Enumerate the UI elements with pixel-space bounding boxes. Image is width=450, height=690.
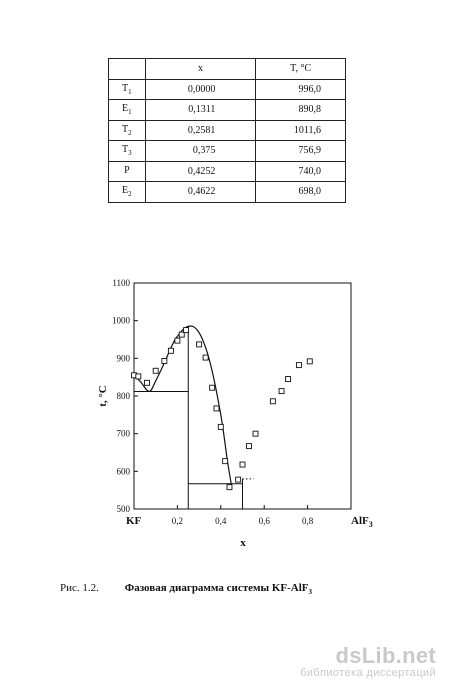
y-axis-label: t, °C	[97, 385, 109, 407]
table-row-label: $T_1$	[109, 79, 146, 100]
y-tick-label: 1000	[112, 315, 130, 326]
x-tick-label: 0,8	[301, 516, 314, 526]
data-point	[270, 399, 275, 404]
data-point	[218, 424, 223, 429]
data-point	[247, 444, 252, 449]
x-tick-label: 0,4	[215, 516, 227, 526]
table-row	[109, 100, 346, 121]
data-point	[286, 377, 291, 382]
data-point	[279, 389, 284, 394]
table-cell-x: 0,0000	[145, 79, 256, 100]
table-header-cell: x	[145, 59, 256, 80]
table-cell-temperature: 698,0	[256, 182, 346, 203]
table-cell-x: 0,4622	[145, 182, 256, 203]
y-tick-label: 500	[116, 504, 130, 514]
table-header-cell: T, °C	[256, 59, 346, 80]
x-right-component-label: AlF$_3$	[351, 515, 373, 529]
table-row	[109, 182, 346, 203]
table-cell-x: 0,4252	[145, 161, 256, 182]
chart-labels	[97, 385, 373, 549]
table-row	[109, 120, 346, 141]
y-tick-label: 700	[116, 428, 130, 439]
table-cell-x: 0,1311	[145, 100, 256, 121]
x-tick-label: 0,2	[171, 516, 184, 526]
x-axis-label: x	[240, 537, 246, 549]
chart-ticks	[112, 278, 314, 526]
data-point	[253, 431, 258, 436]
table-cell-x: 0,2581	[145, 120, 256, 141]
plot-border	[134, 283, 351, 509]
data-point	[184, 328, 189, 333]
watermark-tagline: библиотека диссертаций	[300, 667, 436, 679]
chart-frame	[134, 283, 351, 509]
table-row-label: $E_1$	[109, 100, 146, 121]
data-point	[197, 342, 202, 347]
table-row-label: $T_3$	[109, 141, 146, 162]
data-point	[227, 485, 232, 490]
data-point	[203, 355, 208, 360]
y-tick-label: 800	[116, 391, 130, 401]
watermark	[300, 643, 436, 679]
x-tick-label: 0,6	[258, 516, 270, 526]
table-cell-x: 0,375	[145, 141, 256, 162]
table-cell-temperature: 890,8	[256, 100, 346, 121]
data-point	[307, 359, 312, 364]
y-tick-label: 600	[116, 466, 130, 477]
data-point	[236, 477, 241, 482]
table-row	[109, 161, 346, 182]
data-point	[168, 348, 173, 353]
data-point	[175, 338, 180, 343]
table-row-label: P	[109, 161, 146, 182]
table-header-cell	[109, 59, 146, 80]
table-row-label: $T_2$	[109, 120, 146, 141]
figure-caption-text: Фазовая диаграмма системы KF-AlF$_3$	[124, 582, 312, 597]
y-tick-label: 900	[116, 353, 130, 364]
figure-caption	[60, 582, 312, 596]
x-right-component-subscript: 3	[368, 520, 373, 529]
table-row	[109, 79, 346, 100]
table-cell-temperature: 740,0	[256, 161, 346, 182]
table-header-row	[109, 59, 346, 80]
data-point	[145, 380, 150, 385]
table-cell-temperature: 756,9	[256, 141, 346, 162]
table-cell-temperature: 1011,6	[256, 120, 346, 141]
data-point	[162, 358, 167, 363]
table-row-label: $E_2$	[109, 182, 146, 203]
data-point	[153, 368, 158, 373]
phase-points-table	[108, 58, 346, 203]
table-row	[109, 141, 346, 162]
chart-points	[132, 328, 313, 490]
x-left-component-label: KF	[126, 515, 142, 527]
data-point	[296, 363, 301, 368]
phase-diagram-chart	[0, 270, 450, 560]
data-point	[223, 459, 228, 464]
watermark-logo: dsLib.net	[335, 643, 436, 668]
figure-number: Рис. 1.2.	[60, 582, 99, 594]
y-tick-label: 1100	[112, 278, 130, 288]
data-point	[210, 385, 215, 390]
table-cell-temperature: 996,0	[256, 79, 346, 100]
data-point	[136, 374, 141, 379]
data-point	[240, 462, 245, 467]
data-point	[214, 406, 219, 411]
